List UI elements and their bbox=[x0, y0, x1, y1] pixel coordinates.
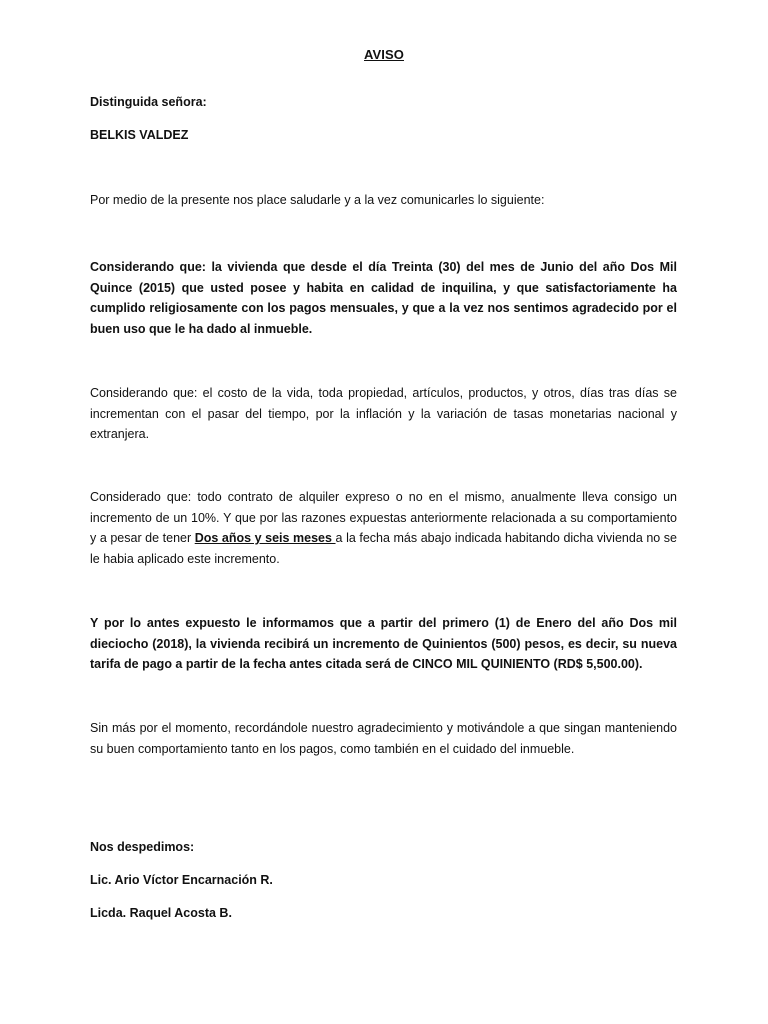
salutation: Distinguida señora: bbox=[90, 95, 207, 109]
paragraph-considerando-1: Considerando que: la vivienda que desde el día Treinta (30) del mes de Junio del año Dos Mil Quince (2015) que usted posee y habita en calidad de inquilina, y que satisfactoriamente ha cumplido religiosamente con los pagos mensuales, y que a la vez nos sentimos agradecido por el buen uso que le ha dado al inmueble. bbox=[90, 260, 677, 336]
paragraph-considerando-2: Considerando que: el costo de la vida, toda propiedad, artículos, productos, y otros, días tras días se incrementan con el pasar del tiempo, por la inflación y la variación de tasas monetarias nacional y extranjera. bbox=[90, 386, 677, 441]
paragraph-3-text-before: Considerado que: todo contrato de alquiler expreso o no en el mismo, anualmente lleva consigo un incremento de un 10%. Y que por las razones expuestas anteriormente relacionada a su comportamiento y a pesar de tener bbox=[90, 490, 677, 545]
signer-1: Lic. Ario Víctor Encarnación R. bbox=[90, 873, 273, 887]
paragraph-3-text-after: a la fecha más abajo indicada habitando dicha vivienda no se le habia aplicado este incremento. bbox=[90, 531, 678, 566]
signer-2: Licda. Raquel Acosta B. bbox=[90, 906, 232, 920]
recipient-name: BELKIS VALDEZ bbox=[90, 128, 189, 142]
intro-text: Por medio de la presente nos place saludarle y a la vez comunicarles lo siguiente: bbox=[90, 193, 545, 207]
closing-text: Nos despedimos: bbox=[90, 840, 195, 854]
paragraph-increase-notice: Y por lo antes expuesto le informamos que a partir del primero (1) de Enero del año Dos mil dieciocho (2018), la vivienda recibirá un incremento de Quinientos (500) pesos, es decir, su nueva tarifa de pago a partir de la fecha antes citada será de CINCO MIL QUINIENTO (RD$ 5,500.00). bbox=[90, 616, 677, 671]
paragraph-considerado-3 bbox=[90, 487, 677, 569]
paragraph-3-underlined-duration: Dos años y seis meses bbox=[194, 531, 336, 545]
document-title: AVISO bbox=[364, 47, 404, 62]
paragraph-closing-remarks: Sin más por el momento, recordándole nuestro agradecimiento y motivándole a que singan manteniendo su buen comportamiento tanto en los pagos, como también en el cuidado del inmueble. bbox=[90, 721, 677, 756]
